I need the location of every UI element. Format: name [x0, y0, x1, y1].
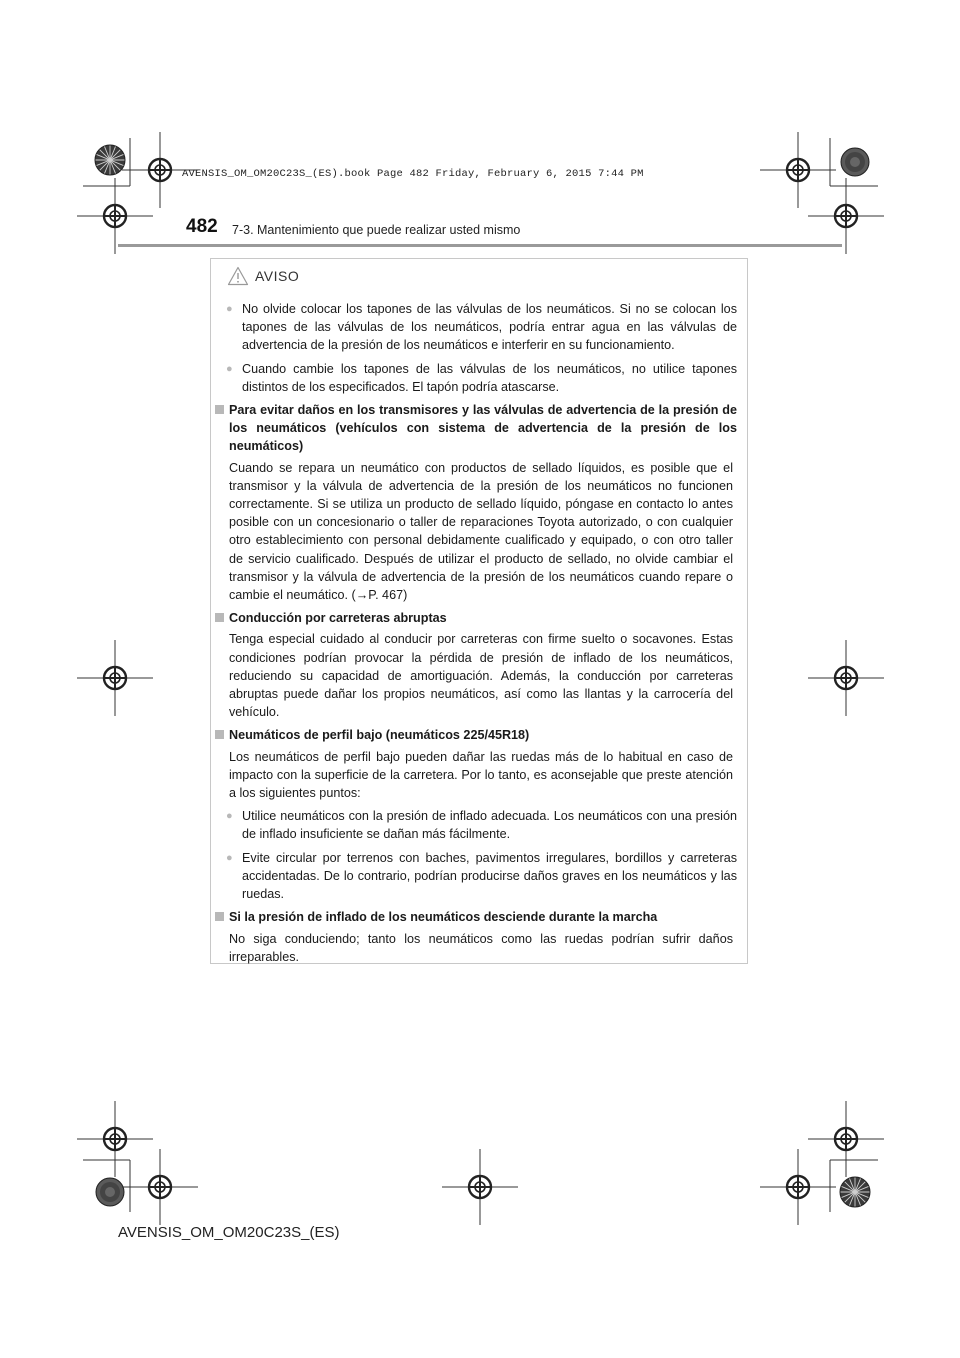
section-text: Los neumáticos de perfil bajo pueden dañar las ruedas más de lo habitual en caso de impacto con la superficie de la carretera. Por lo tanto, es aconsejable que preste atención a los siguientes puntos:	[229, 749, 733, 801]
section-heading: Conducción por carreteras abruptas	[211, 609, 743, 627]
list-item: ● Evite circular por terrenos con baches, pavimentos irregulares, bordillos y carreteras accidentadas. De lo contrario, podrían producirse daños graves en los neumáticos y las ruedas.	[211, 849, 743, 904]
section-text: Cuando se repara un neumático con productos de sellado líquidos, es posible que el transmisor y la válvula de advertencia de la presión de los neumáticos no funcionen correctamente. Si se utiliza un producto de sellado líquido, póngase en contacto lo antes posible con un concesionario o taller de reparaciones Toyota autorizado, o con cualquier otro establecimiento con personal debidamente cualificado y equipado, o con otro taller de servicio cualificado. Después de utilizar el producto de sellado, no olvide cambiar el transmisor y la válvula de advertencia de la presión de los neumáticos cuando repare o cambie el neumático. (→P. 467)	[229, 460, 733, 603]
section-text: No siga conduciendo; tanto los neumáticos como las ruedas podrían sufrir daños irreparables.	[229, 931, 733, 964]
warning-box	[210, 258, 748, 964]
section-heading: Si la presión de inflado de los neumáticos desciende durante la marcha	[211, 908, 743, 926]
warning-content	[211, 300, 743, 971]
warning-title: AVISO	[255, 268, 300, 284]
warning-triangle-icon	[227, 266, 249, 286]
section-heading: Para evitar daños en los transmisores y las válvulas de advertencia de la presión de los neumáticos (vehículos con sistema de advertencia de la presión de los neumáticos)	[211, 401, 743, 456]
section-title: 7-3. Mantenimiento que puede realizar usted mismo	[232, 223, 521, 237]
page-number: 482	[186, 216, 218, 237]
footer-document-code: AVENSIS_OM_OM20C23S_(ES)	[118, 1224, 340, 1241]
header-rule	[118, 244, 842, 247]
list-item: ● No olvide colocar los tapones de las válvulas de los neumáticos. Si no se colocan los tapones de las válvulas de los neumáticos, podría entrar agua en las válvulas de advertencia de la presión de los neumáticos e interferir en su funcionamiento.	[211, 300, 743, 355]
list-item: ● Cuando cambie los tapones de las válvulas de los neumáticos, no utilice tapones distintos de los especificados. El tapón podría atascarse.	[211, 360, 743, 396]
section-text: Tenga especial cuidado al conducir por carreteras con firme suelto o socavones. Estas condiciones podrían provocar la pérdida de presión de inflado de los neumáticos, reduciendo su capacidad de amortiguación. Además, la conducción por carreteras abruptas puede dañar los propios neumáticos, así como las llantas y la carrocería del vehículo.	[229, 632, 733, 720]
section-heading: Neumáticos de perfil bajo (neumáticos 225/45R18)	[211, 726, 743, 744]
print-info-line: AVENSIS_OM_OM20C23S_(ES).book Page 482 Friday, February 6, 2015 7:44 PM	[182, 168, 644, 180]
list-item: ● Utilice neumáticos con la presión de inflado adecuada. Los neumáticos con una presión de inflado insuficiente se dañan más fácilmente.	[211, 807, 743, 843]
warning-header	[227, 263, 299, 289]
